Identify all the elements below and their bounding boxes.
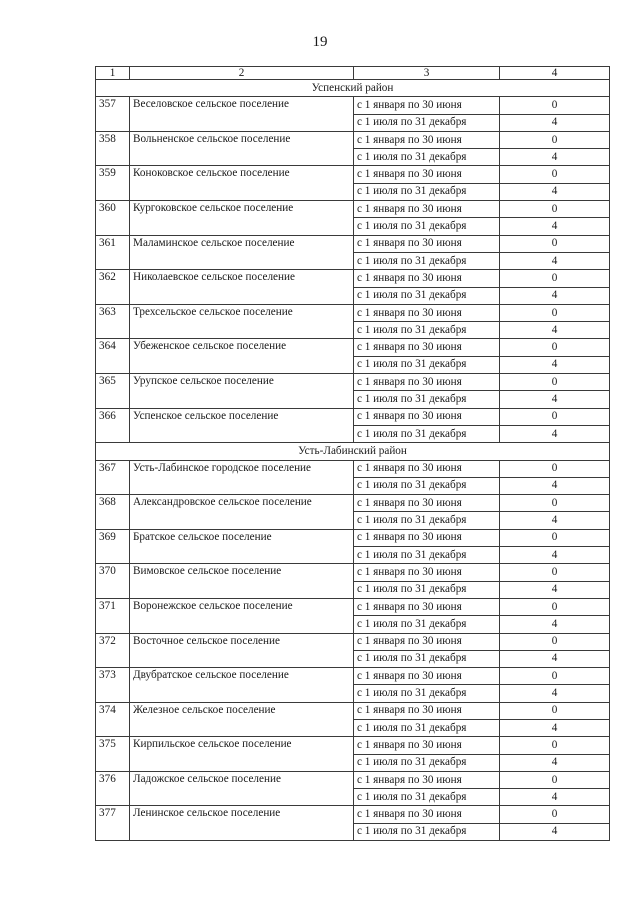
value-cell: 4 (500, 547, 610, 564)
table-row (96, 270, 610, 287)
district-row (96, 80, 610, 97)
period-cell: с 1 июля по 31 декабря (354, 477, 500, 494)
value-cell: 4 (500, 719, 610, 736)
table-row (96, 771, 610, 788)
period-cell: с 1 января по 30 июня (354, 737, 500, 754)
page-number: 19 (312, 34, 328, 50)
period-cell: с 1 июля по 31 декабря (354, 287, 500, 304)
settlement-name: Коноковское сельское поселение (130, 166, 354, 201)
value-cell: 0 (500, 304, 610, 321)
settlement-name: Вимовское сельское поселение (130, 564, 354, 599)
table-row (96, 97, 610, 114)
row-number: 376 (96, 771, 130, 806)
row-number: 361 (96, 235, 130, 270)
table-row (96, 460, 610, 477)
value-cell: 0 (500, 806, 610, 823)
row-number: 369 (96, 529, 130, 564)
table-row (96, 598, 610, 615)
value-cell: 4 (500, 183, 610, 200)
table-row (96, 702, 610, 719)
period-cell: с 1 января по 30 июня (354, 806, 500, 823)
row-number: 377 (96, 806, 130, 841)
value-cell: 0 (500, 529, 610, 546)
period-cell: с 1 января по 30 июня (354, 408, 500, 425)
table-row (96, 339, 610, 356)
row-number: 370 (96, 564, 130, 599)
settlement-name: Кургоковское сельское поселение (130, 201, 354, 236)
row-number: 367 (96, 460, 130, 495)
column-header-1: 1 (96, 67, 130, 80)
value-cell: 0 (500, 166, 610, 183)
column-header-4: 4 (500, 67, 610, 80)
period-cell: с 1 января по 30 июня (354, 97, 500, 114)
value-cell: 4 (500, 754, 610, 771)
period-cell: с 1 января по 30 июня (354, 304, 500, 321)
period-cell: с 1 января по 30 июня (354, 495, 500, 512)
value-cell: 4 (500, 789, 610, 806)
period-cell: с 1 января по 30 июня (354, 529, 500, 546)
period-cell: с 1 января по 30 июня (354, 166, 500, 183)
period-cell: с 1 июля по 31 декабря (354, 685, 500, 702)
table-row (96, 374, 610, 391)
table-row (96, 131, 610, 148)
settlement-name: Урупское сельское поселение (130, 374, 354, 409)
row-number: 371 (96, 598, 130, 633)
row-number: 368 (96, 495, 130, 530)
table-row (96, 304, 610, 321)
settlement-name: Убеженское сельское поселение (130, 339, 354, 374)
period-cell: с 1 июля по 31 декабря (354, 322, 500, 339)
value-cell: 4 (500, 218, 610, 235)
period-cell: с 1 января по 30 июня (354, 668, 500, 685)
settlement-name: Александровское сельское поселение (130, 495, 354, 530)
period-cell: с 1 июля по 31 декабря (354, 650, 500, 667)
district-name: Усть-Лабинский район (96, 443, 610, 460)
table-row (96, 201, 610, 218)
value-cell: 0 (500, 668, 610, 685)
table-row (96, 166, 610, 183)
period-cell: с 1 января по 30 июня (354, 131, 500, 148)
value-cell: 4 (500, 512, 610, 529)
period-cell: с 1 июля по 31 декабря (354, 616, 500, 633)
period-cell: с 1 января по 30 июня (354, 460, 500, 477)
settlement-name: Веселовское сельское поселение (130, 97, 354, 132)
period-cell: с 1 июля по 31 декабря (354, 218, 500, 235)
value-cell: 4 (500, 581, 610, 598)
row-number: 360 (96, 201, 130, 236)
value-cell: 0 (500, 702, 610, 719)
settlement-name: Усть-Лабинское городское поселение (130, 460, 354, 495)
row-number: 366 (96, 408, 130, 443)
value-cell: 0 (500, 771, 610, 788)
value-cell: 4 (500, 356, 610, 373)
value-cell: 4 (500, 391, 610, 408)
value-cell: 4 (500, 322, 610, 339)
table-body (96, 67, 610, 841)
value-cell: 4 (500, 425, 610, 442)
settlement-name: Маламинское сельское поселение (130, 235, 354, 270)
table-row (96, 408, 610, 425)
period-cell: с 1 июля по 31 декабря (354, 425, 500, 442)
row-number: 357 (96, 97, 130, 132)
row-number: 374 (96, 702, 130, 737)
value-cell: 4 (500, 650, 610, 667)
settlement-name: Николаевское сельское поселение (130, 270, 354, 305)
period-cell: с 1 июля по 31 декабря (354, 149, 500, 166)
value-cell: 4 (500, 685, 610, 702)
table-row (96, 495, 610, 512)
settlement-name: Кирпильское сельское поселение (130, 737, 354, 772)
value-cell: 0 (500, 495, 610, 512)
period-cell: с 1 января по 30 июня (354, 374, 500, 391)
settlement-name: Ладожское сельское поселение (130, 771, 354, 806)
row-number: 359 (96, 166, 130, 201)
period-cell: с 1 июля по 31 декабря (354, 547, 500, 564)
value-cell: 0 (500, 131, 610, 148)
period-cell: с 1 июля по 31 декабря (354, 391, 500, 408)
period-cell: с 1 января по 30 июня (354, 702, 500, 719)
value-cell: 0 (500, 201, 610, 218)
period-cell: с 1 января по 30 июня (354, 598, 500, 615)
row-number: 364 (96, 339, 130, 374)
table-row (96, 564, 610, 581)
row-number: 372 (96, 633, 130, 668)
value-cell: 0 (500, 460, 610, 477)
period-cell: с 1 июля по 31 декабря (354, 823, 500, 840)
value-cell: 0 (500, 270, 610, 287)
period-cell: с 1 июля по 31 декабря (354, 356, 500, 373)
row-number: 373 (96, 668, 130, 703)
settlement-name: Вольненское сельское поселение (130, 131, 354, 166)
table-row (96, 529, 610, 546)
settlement-name: Ленинское сельское поселение (130, 806, 354, 841)
period-cell: с 1 июля по 31 декабря (354, 789, 500, 806)
value-cell: 0 (500, 598, 610, 615)
period-cell: с 1 января по 30 июня (354, 201, 500, 218)
value-cell: 4 (500, 252, 610, 269)
value-cell: 4 (500, 823, 610, 840)
district-name: Успенский район (96, 80, 610, 97)
settlement-name: Двубратское сельское поселение (130, 668, 354, 703)
table-row (96, 235, 610, 252)
settlement-name: Железное сельское поселение (130, 702, 354, 737)
column-header-row (96, 67, 610, 80)
period-cell: с 1 июля по 31 декабря (354, 512, 500, 529)
period-cell: с 1 июля по 31 декабря (354, 719, 500, 736)
row-number: 358 (96, 131, 130, 166)
value-cell: 0 (500, 374, 610, 391)
period-cell: с 1 июля по 31 декабря (354, 581, 500, 598)
period-cell: с 1 января по 30 июня (354, 270, 500, 287)
value-cell: 4 (500, 114, 610, 131)
settlement-name: Воронежское сельское поселение (130, 598, 354, 633)
value-cell: 4 (500, 149, 610, 166)
settlement-name: Успенское сельское поселение (130, 408, 354, 443)
row-number: 375 (96, 737, 130, 772)
value-cell: 4 (500, 616, 610, 633)
value-cell: 0 (500, 633, 610, 650)
row-number: 362 (96, 270, 130, 305)
value-cell: 4 (500, 477, 610, 494)
settlement-name: Трехсельское сельское поселение (130, 304, 354, 339)
table-row (96, 806, 610, 823)
period-cell: с 1 июля по 31 декабря (354, 252, 500, 269)
settlement-name: Братское сельское поселение (130, 529, 354, 564)
settlements-table (95, 66, 610, 841)
period-cell: с 1 января по 30 июня (354, 771, 500, 788)
row-number: 363 (96, 304, 130, 339)
table-row (96, 668, 610, 685)
value-cell: 0 (500, 564, 610, 581)
column-header-2: 2 (130, 67, 354, 80)
column-header-3: 3 (354, 67, 500, 80)
period-cell: с 1 января по 30 июня (354, 633, 500, 650)
period-cell: с 1 июля по 31 декабря (354, 754, 500, 771)
table-row (96, 633, 610, 650)
period-cell: с 1 января по 30 июня (354, 564, 500, 581)
period-cell: с 1 июля по 31 декабря (354, 114, 500, 131)
table-row (96, 737, 610, 754)
value-cell: 0 (500, 737, 610, 754)
value-cell: 0 (500, 97, 610, 114)
period-cell: с 1 января по 30 июня (354, 339, 500, 356)
row-number: 365 (96, 374, 130, 409)
value-cell: 0 (500, 408, 610, 425)
district-row (96, 443, 610, 460)
settlement-name: Восточное сельское поселение (130, 633, 354, 668)
value-cell: 0 (500, 235, 610, 252)
value-cell: 0 (500, 339, 610, 356)
period-cell: с 1 июля по 31 декабря (354, 183, 500, 200)
value-cell: 4 (500, 287, 610, 304)
period-cell: с 1 января по 30 июня (354, 235, 500, 252)
